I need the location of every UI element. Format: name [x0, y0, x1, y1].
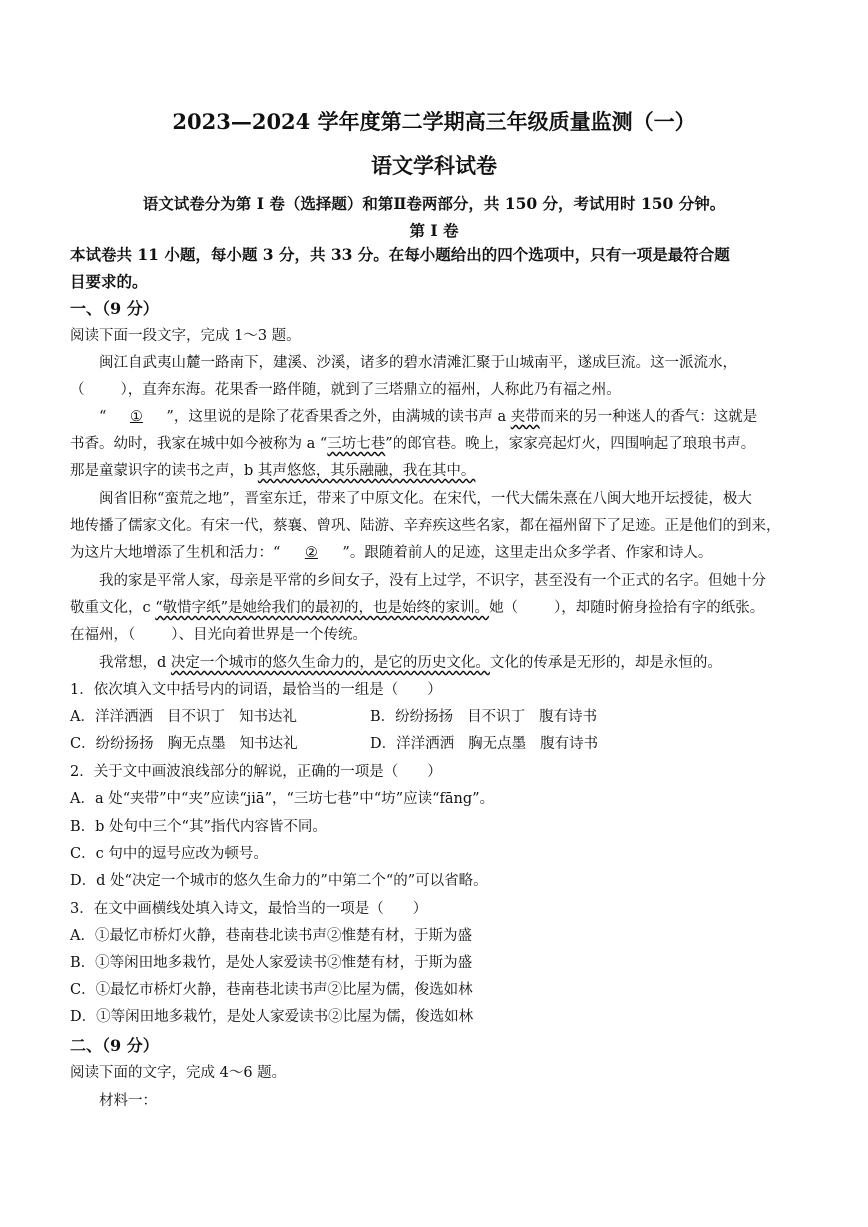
passage-text: 我常想，d [99, 655, 171, 671]
passage-text: 文化的传承是无形的，却是永恒的。 [489, 655, 722, 671]
passage-text: ”，这里说的是除了花香果香之外，由满城的读书声 a [166, 409, 511, 425]
passage-p3-line2: 地传播了儒家文化。有宋一代，蔡襄、曾巩、陆游、辛弃疾这些名家，都在福州留下了足迹。正是他们的到来， [70, 518, 781, 534]
q2-option-b[interactable]: B．b 处句中三个“其”指代内容皆不同。 [70, 819, 327, 835]
section1-instruction: 阅读下面一段文字，完成 1～3 题。 [70, 328, 301, 344]
passage-p4-line3 [70, 622, 800, 649]
passage-text: ），直奔东海。花果香一路伴随，就到了三塔鼎立的福州，人称此乃有福之州。 [120, 382, 621, 398]
q1-stem: 1．依次填入文中括号内的词语，最恰当的一组是（ ） [70, 682, 442, 698]
passage-p4-line2 [70, 595, 800, 622]
passage-p5-line1 [70, 650, 829, 677]
q3-option-d[interactable]: D．①等闲田地多栽竹，是处人家爱读书②比屋为儒，俊选如林 [70, 1009, 474, 1025]
q2-option-a[interactable]: A．a 处“夹带”中“夹”应读“jiā”，“三坊七巷”中“坊”应读“fāng”。 [70, 791, 495, 807]
passage-p1-line1: 闽江自武夷山麓一路南下，建溪、沙溪，诸多的碧水清滩汇聚于山城南平，遂成巨流。这一派流水， [99, 355, 737, 371]
passage-p2-line2 [70, 431, 800, 458]
exam-title: 2023—2024 学年度第二学期高三年级质量监测（一） [172, 109, 696, 134]
passage-text: 为这片大地增添了生机和活力：“ [70, 545, 281, 561]
mark-d: 决定一个城市的悠久生命力的，是它的历史文化。 [170, 655, 490, 671]
q1-options-row1 [70, 704, 800, 731]
mark-b: 其声悠悠，其乐融融，我在其中。 [257, 463, 476, 479]
q3-stem: 3．在文中画横线处填入诗文，最恰当的一项是（ ） [70, 901, 428, 917]
exam-note: 语文试卷分为第 I 卷（选择题）和第Ⅱ卷两部分，共 150 分，考试用时 150 分钟。 [142, 194, 726, 213]
q1-option-d[interactable]: D．洋洋洒洒 胸无点墨 腹有诗书 [370, 736, 599, 752]
q3-option-c[interactable]: C．①最忆市桥灯火静，巷南巷北读书声②比屋为儒，俊选如林 [70, 982, 473, 998]
passage-p1-line2 [70, 377, 800, 404]
material-1-label: 材料一： [99, 1093, 157, 1109]
q2-stem: 2．关于文中画波浪线部分的解说，正确的一项是（ ） [70, 764, 442, 780]
part-title: 第 I 卷 [409, 221, 459, 240]
passage-text: ”的郎官巷。晚上，家家亮起灯火，四围响起了琅琅书声。 [385, 436, 756, 452]
passage-text: 在福州，（ [70, 627, 136, 643]
q3-option-a[interactable]: A．①最忆市桥灯火静，巷南巷北读书声②惟楚有材，于斯为盛 [70, 928, 472, 944]
intro-line-1: 本试卷共 11 小题，每小题 3 分，共 33 分。在每小题给出的四个选项中，只有一项是最符合题 [70, 245, 730, 264]
q2-option-c[interactable]: C．c 句中的逗号应改为顿号。 [70, 846, 268, 862]
passage-p3-line3 [70, 540, 800, 567]
subject-title: 语文学科试卷 [371, 153, 497, 178]
section2-instruction: 阅读下面的文字，完成 4～6 题。 [70, 1065, 287, 1081]
q3-option-b[interactable]: B．①等闲田地多栽竹，是处人家爱读书②惟楚有材，于斯为盛 [70, 955, 473, 971]
passage-p4-line1: 我的家是平常人家，母亲是平常的乡间女子，没有上过学，不识字，甚至没有一个正式的名字。但她十分 [99, 573, 766, 589]
q1-option-a[interactable]: A．洋洋洒洒 目不识丁 知书达礼 [70, 709, 297, 725]
mark-a-sanfang: 三坊七巷 [327, 436, 386, 452]
passage-text: 那是童蒙识字的读书之声，b [70, 463, 258, 479]
passage-p2-line1 [70, 404, 829, 431]
quote-open: “ [99, 409, 107, 425]
mark-c: “敬惜字纸”是她给我们的最初的，也是始终的家训。 [155, 600, 490, 616]
intro-line-2: 目要求的。 [70, 272, 148, 291]
q1-options-row2 [70, 731, 800, 758]
blank-1: ① [129, 409, 143, 425]
blank-2: ② [304, 545, 318, 561]
passage-text: ），却随时俯身捡拾有字的纸张。 [554, 600, 765, 616]
mark-a-jiadai: 夹带 [510, 409, 540, 425]
section1-heading: 一、（9 分） [70, 299, 159, 318]
passage-p2-line3 [70, 458, 800, 485]
q2-option-d[interactable]: D．d 处“决定一个城市的悠久生命力的”中第二个“的”可以省略。 [70, 873, 488, 889]
passage-text: ”。跟随着前人的足迹，这里走出众多学者、作家和诗人。 [342, 545, 713, 561]
passage-text: 敬重文化，c [70, 600, 156, 616]
passage-text: 书香。幼时，我家在城中如今被称为 a “ [70, 436, 328, 452]
passage-text: 她（ [489, 600, 519, 616]
bracket-open: （ [70, 382, 85, 398]
section2-heading: 二、（9 分） [70, 1036, 159, 1055]
passage-text: 而来的另一种迷人的香气：这就是 [539, 409, 758, 425]
passage-text: ）、目光向着世界是一个传统。 [171, 627, 367, 643]
q1-option-b[interactable]: B．纷纷扬扬 目不识丁 腹有诗书 [370, 709, 598, 725]
q1-option-c[interactable]: C．纷纷扬扬 胸无点墨 知书达礼 [70, 736, 298, 752]
passage-p3-line1: 闽省旧称“蛮荒之地”，晋室东迁，带来了中原文化。在宋代，一代大儒朱熹在八闽大地开坛授徒，极大 [99, 491, 752, 507]
